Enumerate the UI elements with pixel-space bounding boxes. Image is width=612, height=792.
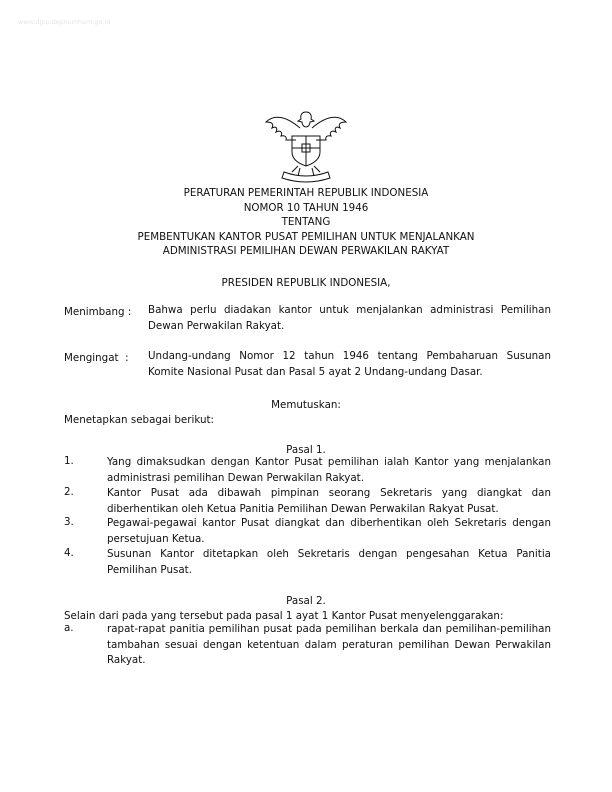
watermark: www.djpp.depkumham.go.id	[18, 18, 111, 26]
pasal-2-heading: Pasal 2.	[286, 595, 326, 607]
pasal-1-list	[64, 455, 551, 578]
title-subject: ADMINISTRASI PEMILIHAN DEWAN PERWAKILAN RAKYAT	[162, 245, 450, 257]
president-heading: PRESIDEN REPUBLIK INDONESIA,	[221, 277, 391, 289]
item-text: Pegawai-pegawai kantor Pusat diangkat dan diberhentikan oleh Sekretaris dengan persetujuan Ketua.	[107, 517, 551, 545]
menetapkan-text: Menetapkan sebagai berikut:	[64, 414, 215, 426]
item-number: a.	[64, 622, 74, 634]
item-text: rapat-rapat panitia pemilihan pusat pada pemilihan berkala dan pemilihan-pemilihan tambahan sesuai dengan ketentuan dalam peraturan pemilihan Dewan Perwakilan Rakyat.	[107, 623, 551, 666]
item-number: 2.	[64, 486, 74, 498]
list-item	[64, 516, 551, 547]
title-tentang: TENTANG	[281, 216, 331, 228]
title-number: NOMOR 10 TAHUN 1946	[243, 201, 369, 214]
item-text: Kantor Pusat ada dibawah pimpinan seorang Sekretaris yang diangkat dan diberhentikan oleh Ketua Panitia Pemilihan Dewan Perwakilan Rakyat Pusat.	[107, 487, 551, 515]
menimbang-label: Menimbang :	[64, 306, 132, 318]
item-number: 1.	[64, 455, 74, 467]
item-text: Yang dimaksudkan dengan Kantor Pusat pemilihan ialah Kantor yang menjalankan administrasi pemilihan Dewan Perwakilan Rakyat.	[107, 456, 551, 484]
list-item	[64, 547, 551, 578]
document-title	[0, 186, 612, 259]
mengingat-label: Mengingat :	[64, 352, 129, 364]
pasal-2-intro: Selain dari pada yang tersebut pada pasal 1 ayat 1 Kantor Pusat menyelenggarakan:	[64, 610, 504, 622]
item-text: Susunan Kantor ditetapkan oleh Sekretaris dengan pengesahan Ketua Panitia Pemilihan Pusat.	[107, 548, 551, 576]
pasal-1-heading: Pasal 1.	[286, 444, 326, 456]
menimbang-text: Bahwa perlu diadakan kantor untuk menjalankan administrasi Pemilihan Dewan Perwakilan Rakyat.	[148, 304, 551, 332]
title-subject: PEMBENTUKAN KANTOR PUSAT PEMILIHAN UNTUK MENJALANKAN	[137, 230, 475, 243]
title-line: PERATURAN PEMERINTAH REPUBLIK INDONESIA	[183, 187, 429, 199]
garuda-emblem-icon	[262, 108, 350, 184]
item-number: 4.	[64, 547, 74, 559]
item-number: 3.	[64, 516, 74, 528]
memutuskan-heading: Memutuskan:	[271, 399, 341, 411]
list-item	[64, 486, 551, 516]
mengingat-text: Undang-undang Nomor 12 tahun 1946 tentang Pembaharuan Susunan Komite Nasional Pusat dan Pasal 5 ayat 2 Undang-undang Dasar.	[148, 350, 551, 378]
list-item	[64, 455, 551, 486]
